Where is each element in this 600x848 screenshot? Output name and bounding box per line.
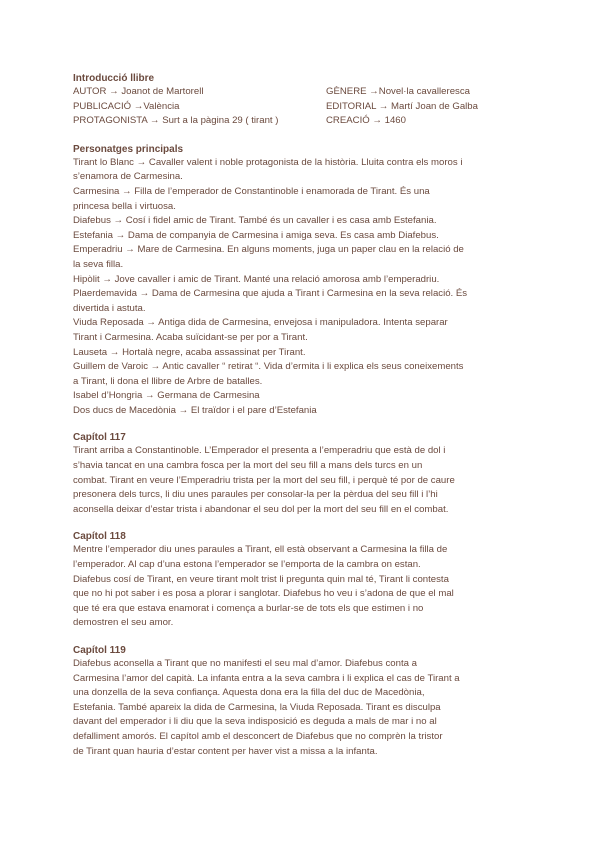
chapter-119-line: defalliment amorós. El capítol amb el desconcert de Diafebus que no comprèn la tristor <box>73 730 443 742</box>
intro-grid <box>73 85 533 129</box>
chapter-118-line: que no hi pot saber i es posa a plorar i sanglotar. Diafebus ho veu i s’adona de que el mal <box>73 588 454 600</box>
intro-section <box>73 72 533 129</box>
character-line: princesa bella i virtuosa. <box>73 200 176 212</box>
intro-editorial: EDITORIAL → Martí Joan de Galba <box>326 100 478 112</box>
character-line: Plaerdemavida → Dama de Carmesina que ajuda a Tirant i Carmesina en la seva relació. És <box>73 288 468 300</box>
character-line: Emperadriu → Mare de Carmesina. En alguns moments, juga un paper clau en la relació de <box>73 244 464 256</box>
character-line: divertida i astuta. <box>73 302 146 314</box>
chapter-118-line: que té era que estava enamorat i comença a burlar-se de tots els que estimen i no <box>73 602 424 614</box>
characters-heading: Personatges principals <box>73 143 184 155</box>
chapter-119-line: Carmesina l’amor del capità. La infanta entra a la seva cambra i li explica el cas de Tirant a <box>73 672 460 684</box>
chapter-118-line: Mentre l’emperador diu unes paraules a Tirant, ell està observant a Carmesina la filla de <box>73 544 448 556</box>
intro-creation: CREACIÓ → 1460 <box>326 115 406 127</box>
intro-genre: GÈNERE →Novel·la cavalleresca <box>326 86 470 97</box>
character-line: Dos ducs de Macedònia → El traïdor i el pare d’Estefania <box>73 404 317 416</box>
chapter-117-line: aconsella deixar d’estar trista i abandonar el seu dol per la mort del seu fill en el combat. <box>73 503 449 515</box>
chapter-119-line: Diafebus aconsella a Tirant que no manifesti el seu mal d’amor. Diafebus conta a <box>73 658 417 669</box>
character-line: s’enamora de Carmesina. <box>73 171 183 183</box>
character-line: Tirant lo Blanc → Cavaller valent i noble protagonista de la història. Lluita contra els moros i <box>73 156 463 168</box>
chapter-119-line: Estefania. També apareix la dida de Carmesina, la Viuda Reposada. Tirant es disculpa <box>73 701 441 713</box>
chapter-117-line: s’havia tancat en una cambra fosca per la mort del seu fill a mans dels turcs en un <box>73 460 423 472</box>
chapter-117-line: Tirant arriba a Constantinoble. L’Emperador el presenta a l’emperadriu que està de dol i <box>73 445 446 457</box>
character-line: Isabel d’Hongria → Germana de Carmesina <box>73 390 260 402</box>
chapter-118-heading: Capítol 118 <box>73 531 126 543</box>
character-line: Hipòlit → Jove cavaller i amic de Tirant. Manté una relació amorosa amb l’emperadriu. <box>73 273 440 285</box>
chapter-117-section <box>73 431 533 517</box>
chapter-118-line: demostren el seu amor. <box>73 617 174 629</box>
chapter-117-line: combat. Tirant en veure l’Emperadriu trista per la mort del seu fill, i perquè té por de caure <box>73 474 455 486</box>
chapter-118-section <box>73 530 533 631</box>
chapter-117-heading: Capítol 117 <box>73 432 126 444</box>
characters-section <box>73 143 533 419</box>
character-line: Diafebus → Cosí i fidel amic de Tirant. També és un cavaller i es casa amb Estefania. <box>73 215 437 227</box>
character-line: Guillem de Varoic → Antic cavaller “ retirat “. Vida d’ermita i li explica els seus coneixements <box>73 361 464 373</box>
document-body <box>73 72 533 759</box>
chapter-118-line: Diafebus cosí de Tirant, en veure tirant molt trist li pregunta quin mal té, Tirant li contesta <box>73 573 449 585</box>
chapter-119-line: de Tirant quan hauria d’estar content per haver vist a missa a la infanta. <box>73 745 378 757</box>
intro-author: AUTOR → Joanot de Martorell <box>73 86 204 97</box>
chapter-119-section <box>73 644 533 759</box>
intro-protagonist: PROTAGONISTA → Surt a la pàgina 29 ( tirant ) <box>73 115 279 127</box>
intro-heading: Introducció llibre <box>73 73 155 84</box>
character-line: Estefania → Dama de companyia de Carmesina i amiga seva. Es casa amb Diafebus. <box>73 229 439 241</box>
character-line: Carmesina → Filla de l’emperador de Constantinoble i enamorada de Tirant. És una <box>73 185 430 197</box>
chapter-117-line: presonera dels turcs, li diu unes paraules per consolar-la per la pèrdua del seu fill i l’hi <box>73 489 438 501</box>
character-line: Viuda Reposada → Antiga dida de Carmesina, envejosa i manipuladora. Intenta separar <box>73 317 448 329</box>
character-line: la seva filla. <box>73 258 124 270</box>
character-line: a Tirant, li dona el llibre de Arbre de batalles. <box>73 375 263 387</box>
chapter-119-line: davant del emperador i li diu que la seva indisposició es deguda a mals de mar i no al <box>73 716 437 728</box>
character-line: Lauseta → Hortalà negre, acaba assassinat per Tirant. <box>73 346 306 358</box>
chapter-118-line: l’emperador. Al cap d’una estona l’emperador se l’emporta de la cambra on estan. <box>73 559 421 571</box>
intro-publication: PUBLICACIÓ →València <box>73 100 180 112</box>
character-line: Tirant i Carmesina. Acaba suïcidant-se per por a Tirant. <box>73 331 308 343</box>
chapter-119-heading: Capítol 119 <box>73 645 126 656</box>
chapter-119-line: una donzella de la seva confiança. Aquesta dona era la filla del duc de Macedònia, <box>73 687 425 699</box>
